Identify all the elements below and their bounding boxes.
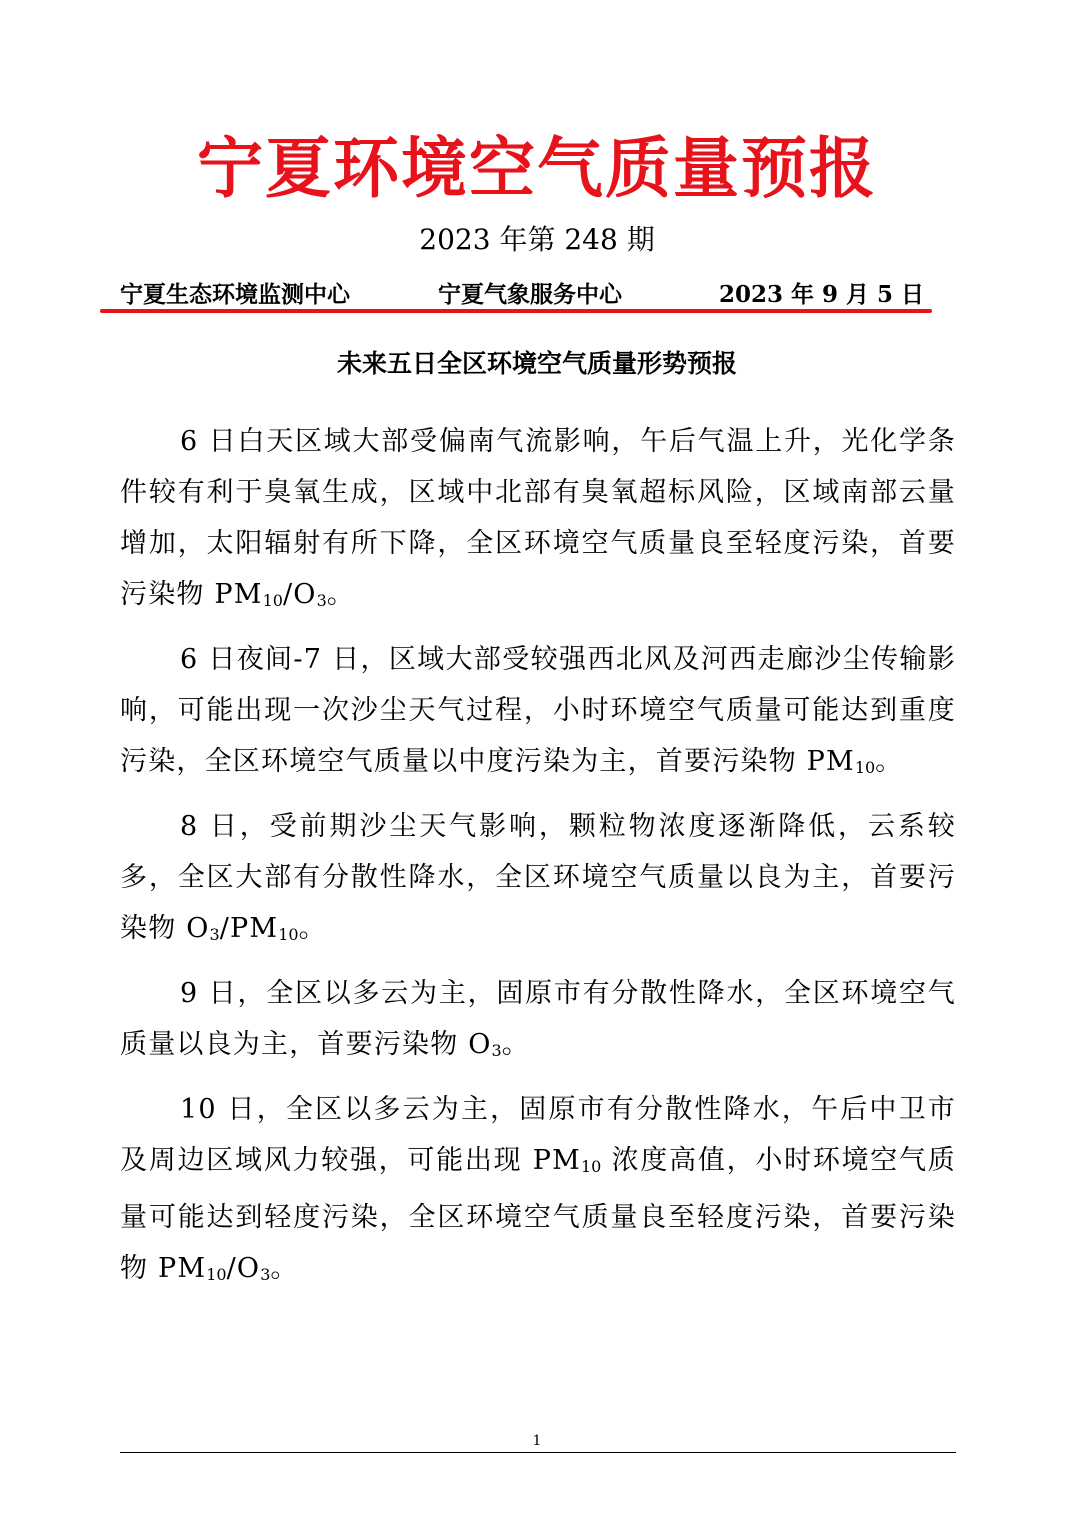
issue-date: 2023 年 9 月 5 日 bbox=[718, 281, 924, 308]
red-divider-line bbox=[100, 309, 932, 313]
forecast-paragraph: 6 日夜间-7 日，区域大部受较强西北风及河西走廊沙尘传输影响，可能出现一次沙尘天气过程，小时环境空气质量可能达到重度污染，全区环境空气质量以中度污染为主，首要污染物 $PM_{10}$。 bbox=[120, 644, 956, 777]
report-masthead-title: 宁夏环境空气质量预报 bbox=[197, 129, 877, 207]
forecast-paragraph: 6 日白天区域大部受偏南气流影响，午后气温上升，光化学条件较有利于臭氧生成，区域中北部有臭氧超标风险，区域南部云量增加，太阳辐射有所下降，全区环境空气质量良至轻度污染，首要污染物 $PM_{10}/O_3$。 bbox=[120, 426, 956, 610]
forecast-paragraph: 9 日，全区以多云为主，固原市有分散性降水，全区环境空气质量以良为主，首要污染物 $O_3$。 bbox=[120, 978, 956, 1060]
section-title: 未来五日全区环境空气质量形势预报 bbox=[336, 349, 737, 378]
forecast-body bbox=[120, 416, 956, 1308]
forecast-paragraph: 8 日，受前期沙尘天气影响，颗粒物浓度逐渐降低，云系较多，全区大部有分散性降水，全区环境空气质量以良为主，首要污染物 $O_3/PM_{10}$。 bbox=[120, 811, 956, 944]
footer-divider-line bbox=[120, 1452, 956, 1453]
issuer-meteorological-center: 宁夏气象服务中心 bbox=[438, 281, 622, 308]
issue-number: 2023 年第 248 期 bbox=[419, 223, 655, 256]
issuer-row bbox=[120, 280, 932, 310]
issuer-monitoring-center: 宁夏生态环境监测中心 bbox=[120, 281, 350, 308]
forecast-paragraph: 10 日，全区以多云为主，固原市有分散性降水，午后中卫市及周边区域风力较强，可能出现 $PM_{10}$ 浓度高值，小时环境空气质量可能达到轻度污染，全区环境空气质量良至轻度污染，首要污染物 $PM_{10}/O_3$。 bbox=[120, 1094, 956, 1284]
page-number: 1 bbox=[532, 1433, 542, 1449]
